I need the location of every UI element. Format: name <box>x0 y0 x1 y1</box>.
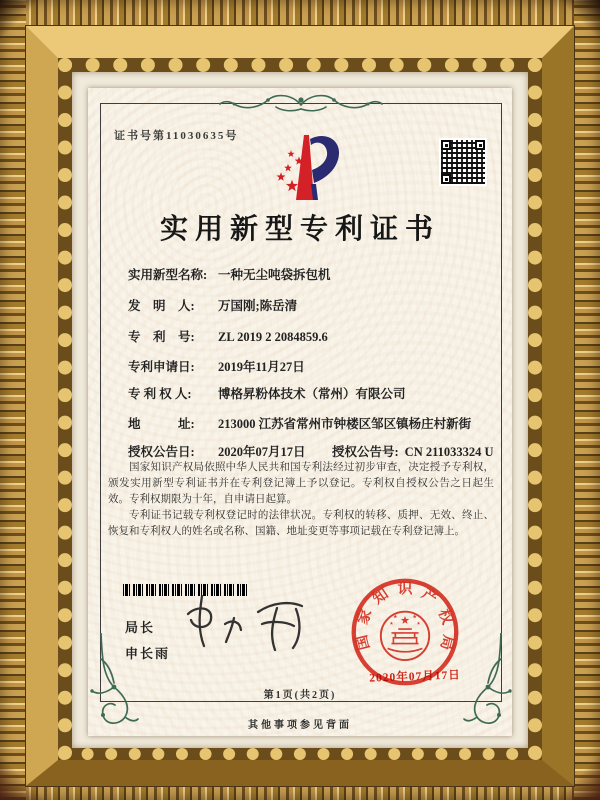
certificate-number: 证书号第11030635号 <box>114 130 239 142</box>
cnipa-logo <box>266 132 344 208</box>
qr-code <box>439 138 487 186</box>
field-row <box>128 327 328 345</box>
director-signature <box>178 588 318 658</box>
svg-text:国家知识产权局 <box>352 579 457 652</box>
field-value: 2019年11月27日 <box>218 360 305 374</box>
seal-date: 2020年07月17日 <box>369 669 461 685</box>
logo-p-bowl <box>310 136 339 183</box>
field-row <box>128 414 471 432</box>
certificate-title: 实用新型专利证书 <box>159 214 440 245</box>
field-label: 专 利 号: <box>128 330 195 344</box>
legal-text <box>108 460 494 540</box>
field-value: 博格昇粉体技术（常州）有限公司 <box>218 387 406 401</box>
legal-paragraph: 国家知识产权局依照中华人民共和国专利法经过初步审查，决定授予专利权，颁发实用新型专利证书并在专利登记簿上予以登记。专利权自授权公告之日起生效。专利权期限为十年，自申请日起算。 <box>108 462 494 505</box>
field-label: 实用新型名称: <box>128 268 208 282</box>
issuer-title: 局长 <box>125 620 156 635</box>
field-label: 专利申请日: <box>128 360 195 374</box>
field-row <box>128 442 494 460</box>
field-row <box>128 384 406 402</box>
field-row <box>128 265 331 283</box>
back-side-note: 其他事项参见背面 <box>248 720 352 731</box>
top-flourish-ornament <box>216 91 386 117</box>
field-label: 授权公告日: <box>128 445 195 459</box>
field-label: 地 址: <box>128 417 195 431</box>
legal-paragraph: 专利证书记载专利权登记时的法律状况。专利权的转移、质押、无效、终止、恢复和专利权人的姓名或名称、国籍、地址变更等事项记载在专利登记簿上。 <box>108 510 494 537</box>
field-row <box>128 357 305 375</box>
field-label: 专 利 权 人: <box>128 387 192 401</box>
qr-finder-pattern <box>441 174 451 184</box>
field-value: 一种无尘吨袋拆包机 <box>218 268 331 282</box>
field-value: CN 211033324 U <box>404 445 494 459</box>
seal-ring-text: 国家知识产权局 <box>354 581 456 652</box>
field-value: 万国刚;陈岳清 <box>218 299 298 313</box>
field-value: ZL 2019 2 2084859.6 <box>218 330 328 344</box>
field-value: 213000 江苏省常州市钟楼区邹区镇杨庄村新街 <box>218 417 472 431</box>
qr-finder-pattern <box>441 140 451 150</box>
field-label: 发 明 人: <box>128 299 195 313</box>
field-row <box>128 296 297 314</box>
issuer-name: 申长雨 <box>125 646 171 661</box>
field-label: 授权公告号: <box>332 445 399 459</box>
field-value: 2020年07月17日 <box>218 445 306 459</box>
qr-finder-pattern <box>475 140 485 150</box>
certificate-page <box>88 88 512 736</box>
page-number: 第1页(共2页) <box>263 690 337 701</box>
